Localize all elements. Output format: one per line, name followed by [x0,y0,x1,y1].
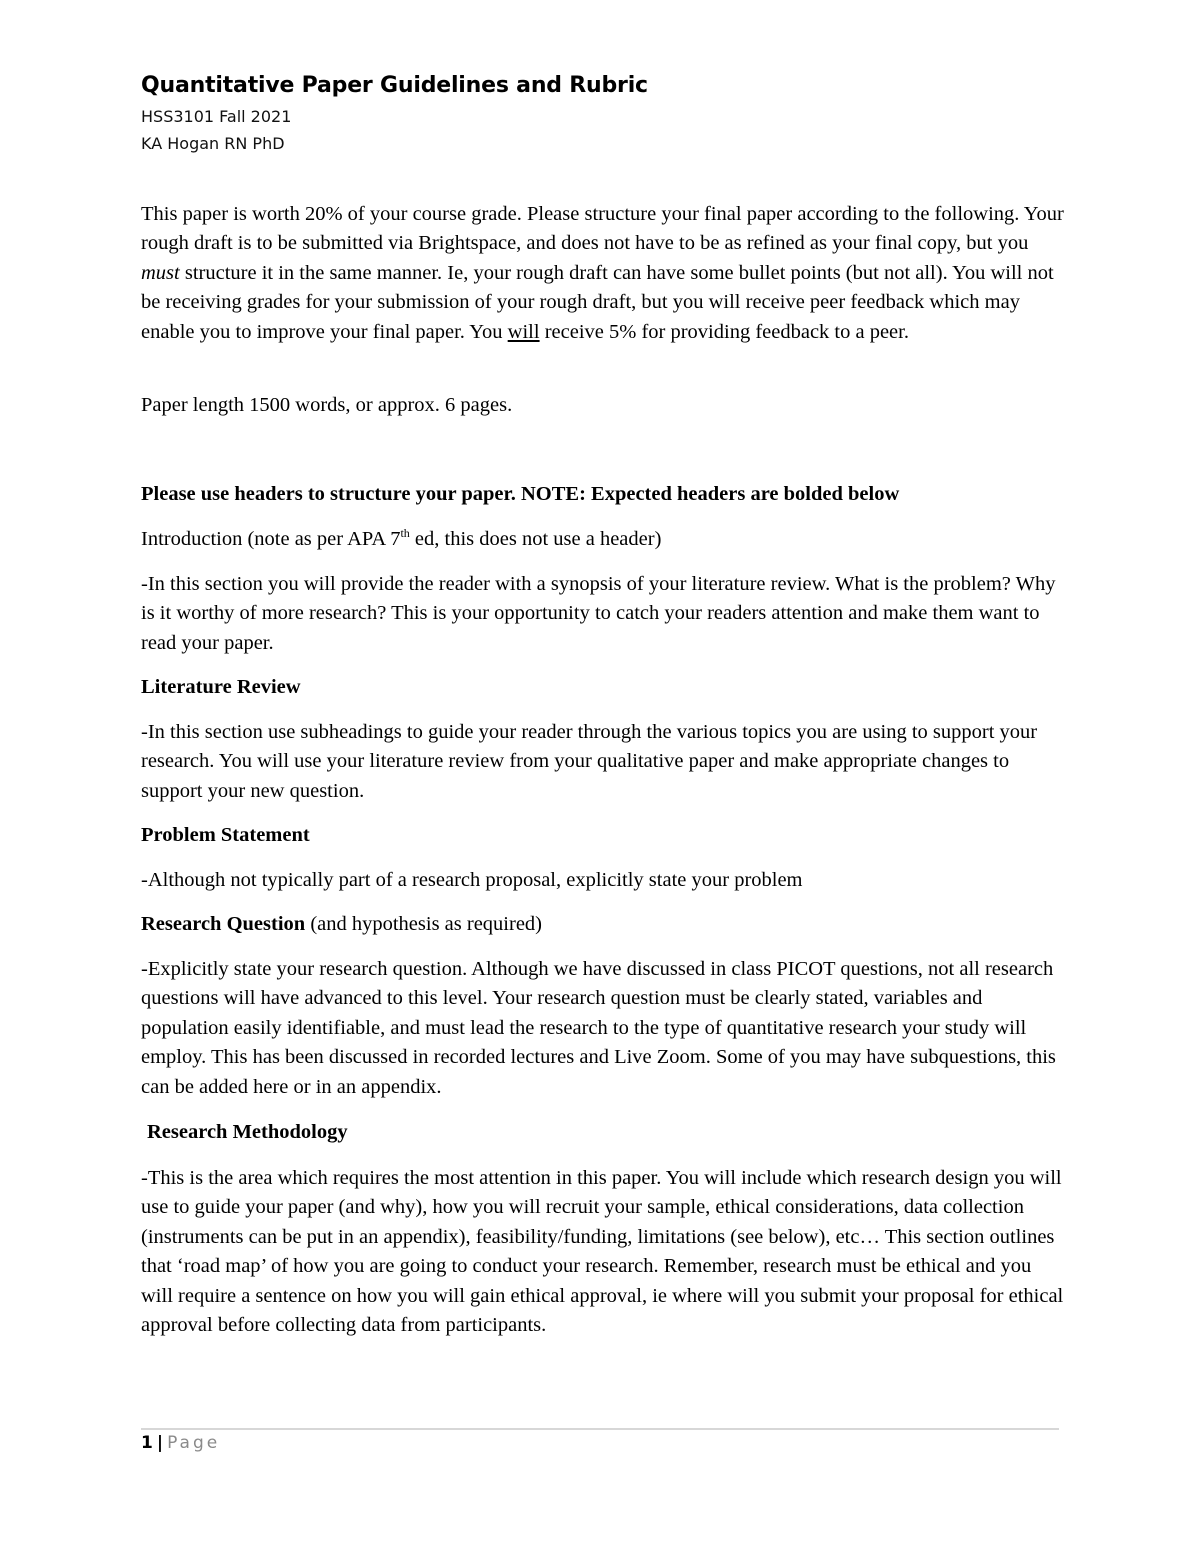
introduction-label-sup: th [400,526,410,540]
introduction-label-b: ed, this does not use a header) [409,528,662,550]
intro-text-c: receive 5% for providing feedback to a peer. [539,320,909,343]
header-instruction: Please use headers to structure your paper. NOTE: Expected headers are bolded below [141,483,900,505]
page-number: 1 [141,1433,153,1453]
research-question-text: -Explicitly state your research question. Although we have discussed in class PICOT questions, not all research questions will have advanced to this level. Your research question must be clearly stated, variables and population easily identifiable, and must lead the research to the type of quantitative research your study will employ. This has been discussed in recorded lectures and Live Zoom. Some of you may have subquestions, this can be added here or in an appendix. [141,958,1056,1098]
document-title: Quantitative Paper Guidelines and Rubric [141,73,648,98]
research-question-heading-note: (and hypothesis as required) [305,913,543,935]
research-methodology-heading: Research Methodology [147,1121,348,1143]
intro-emphasis-must: must [141,261,180,284]
footer-divider [141,1428,1059,1430]
introduction-text: -In this section you will provide the reader with a synopsis of your literature review. What is the problem? Why is it worthy of more research? This is your opportunity to catch your readers attention and make them want to read your paper. [141,573,1056,654]
introduction-label [141,525,1066,554]
problem-statement-text: -Although not typically part of a research proposal, explicitly state your problem [141,869,803,891]
literature-review-heading: Literature Review [141,676,301,698]
intro-underline-will: will [507,320,540,343]
intro-paragraph [141,200,1066,347]
introduction-label-a: Introduction (note as per APA 7 [141,528,401,550]
paper-length-note: Paper length 1500 words, or approx. 6 pages. [141,394,513,416]
author-line: KA Hogan RN PhD [141,134,285,153]
page-footer [141,1433,220,1453]
intro-text-b: structure it in the same manner. Ie, your rough draft can have some bullet points (but not all). You will not be receiving grades for your submission of your rough draft, but you will receive peer feedback which may enable you to improve your final paper. You [141,261,1054,343]
problem-statement-heading: Problem Statement [141,824,310,846]
research-methodology-text: -This is the area which requires the most attention in this paper. You will include which research design you will use to guide your paper (and why), how you will recruit your sample, ethical considerations, data collection (instruments can be put in an appendix), feasibility/funding, limitations (see below), etc… This section outlines that ‘road map’ of how you are going to conduct your research. Remember, research must be ethical and you will require a sentence on how you will gain ethical approval, ie where will you submit your proposal for ethical approval before collecting data from participants. [141,1167,1064,1337]
research-question-heading-bold: Research Question [141,913,306,935]
footer-separator: | [156,1433,164,1453]
page-label: Page [167,1433,221,1453]
research-question-heading [141,910,1066,939]
intro-text-a: This paper is worth 20% of your course grade. Please structure your final paper according to the following. Your rough draft is to be submitted via Brightspace, and does not have to be as refined as your final copy, but you [141,203,1064,255]
course-code: HSS3101 Fall 2021 [141,107,292,126]
literature-review-text: -In this section use subheadings to guide your reader through the various topics you are using to support your research. You will use your literature review from your qualitative paper and make appropriate changes to support your new question. [141,721,1038,802]
